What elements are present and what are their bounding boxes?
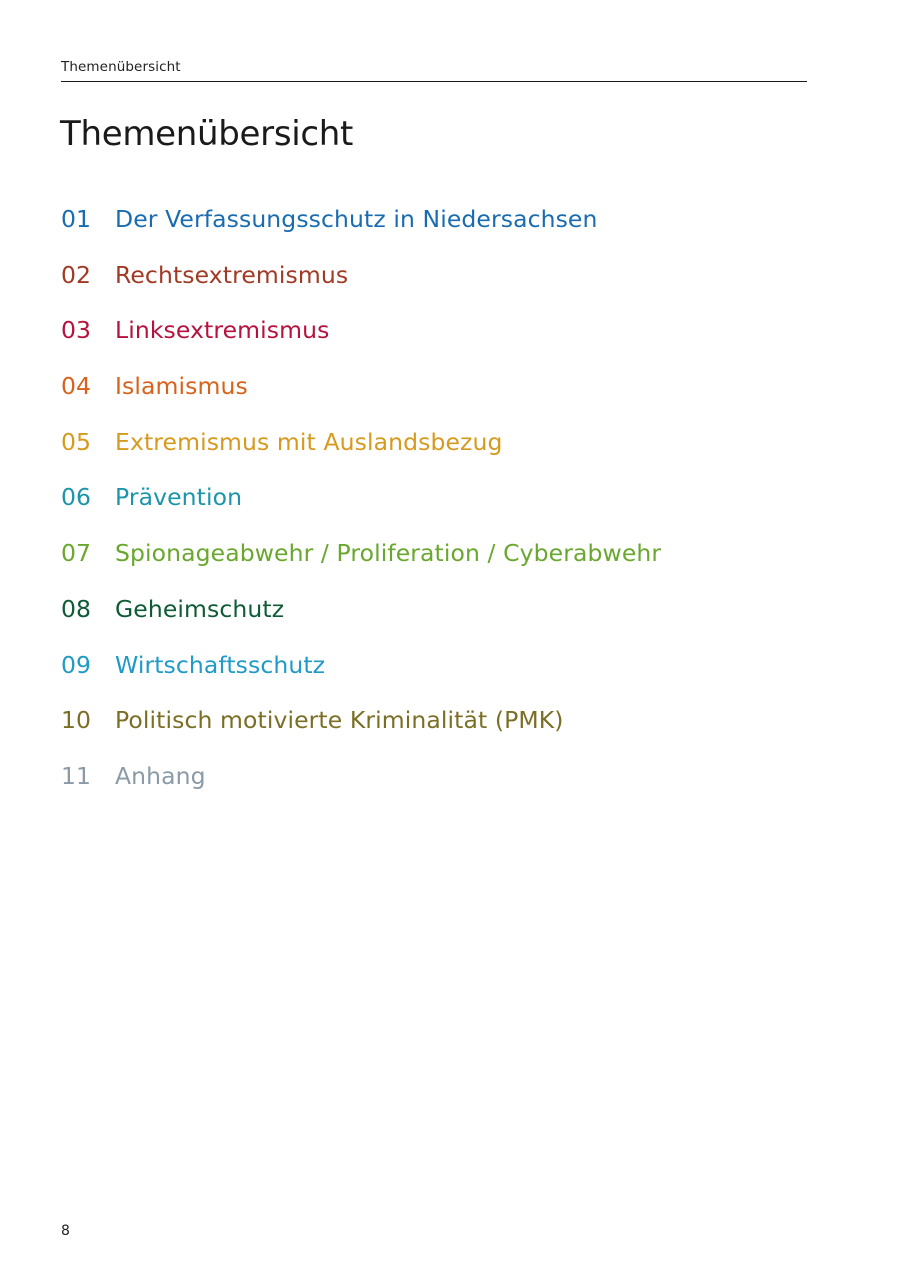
toc-item[interactable] [61, 483, 661, 539]
running-head: Themenübersicht [61, 59, 181, 75]
page-header [61, 58, 807, 82]
toc-item[interactable] [61, 205, 661, 261]
toc-item-label: Prävention [115, 483, 243, 512]
toc-item-label: Islamismus [115, 372, 248, 401]
toc-item-label: Spionageabwehr / Proliferation / Cyberabwehr [115, 539, 662, 568]
toc-item[interactable] [61, 539, 661, 595]
toc-item-number: 04 [61, 372, 92, 401]
toc-item-number: 11 [61, 761, 92, 790]
toc-item-number: 09 [61, 650, 92, 679]
toc-item[interactable] [61, 651, 661, 707]
toc-item-label: Politisch motivierte Kriminalität (PMK) [115, 706, 564, 735]
toc-item-number: 10 [61, 706, 92, 735]
toc-item-number: 05 [61, 427, 92, 456]
toc-item-label: Rechtsextremismus [115, 260, 349, 289]
toc-item-number: 08 [61, 594, 92, 623]
toc-item-number: 01 [61, 205, 92, 233]
page-title: Themenübersicht [60, 114, 354, 154]
page-number: 8 [61, 1223, 70, 1239]
toc-item[interactable] [61, 762, 661, 818]
toc-item-label: Geheimschutz [115, 594, 285, 623]
toc-item-label: Wirtschaftsschutz [115, 650, 326, 679]
toc-item[interactable] [61, 372, 661, 428]
toc-item[interactable] [61, 595, 661, 651]
toc-item-number: 03 [61, 316, 92, 345]
toc-item-number: 02 [61, 260, 92, 289]
toc-item-label: Der Verfassungsschutz in Niedersachsen [115, 205, 598, 233]
toc-item[interactable] [61, 428, 661, 484]
toc-item[interactable] [61, 706, 661, 762]
table-of-contents [61, 205, 661, 818]
toc-item-label: Anhang [115, 761, 206, 790]
toc-item-number: 06 [61, 483, 92, 512]
toc-item-number: 07 [61, 539, 92, 568]
toc-item-label: Linksextremismus [115, 316, 330, 345]
toc-item[interactable] [61, 261, 661, 317]
toc-item-label: Extremismus mit Auslandsbezug [115, 427, 503, 456]
toc-item[interactable] [61, 316, 661, 372]
